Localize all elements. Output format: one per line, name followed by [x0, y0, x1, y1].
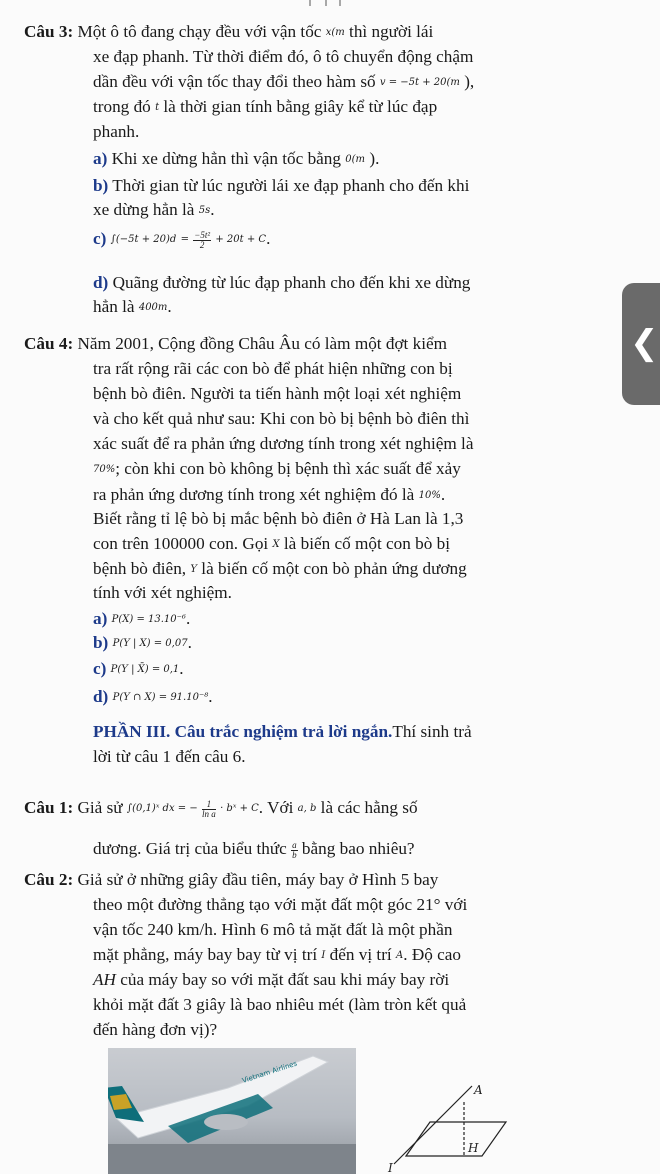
ground-plane	[406, 1122, 506, 1156]
point-h-label: H	[468, 1141, 479, 1155]
cau4-line1: Câu 4: Năm 2001, Cộng đồng Châu Âu có làm một đợt kiểm	[24, 334, 447, 353]
q2-line7: đến hàng đơn vị)?	[93, 1020, 218, 1039]
cau4-line10: bệnh bò điên, Y là biến cố một con bò phản ứng dương	[93, 559, 467, 578]
cau4-line7: ra phản ứng dương tính trong xét nghiệm đó là 10%.	[93, 485, 446, 504]
cau4-line11: tính với xét nghiệm.	[93, 583, 232, 602]
cau4-option-d: d) P(Y ∩ X) = 91.10⁻⁸.	[93, 687, 213, 706]
page-top-mark	[306, 0, 346, 6]
cau3-option-d: d) Quãng đường từ lúc đạp phanh cho đến khi xe dừng	[93, 273, 471, 292]
cau4-line5: xác suất để ra phản ứng dương tính trong xét nghiệm là	[93, 434, 474, 453]
q1-ratio-fraction: $\frac{a}{b}$	[292, 839, 297, 860]
point-a-label: A	[474, 1083, 483, 1097]
cau3-option-b-cont: xe dừng hẳn là 5s.	[93, 200, 215, 219]
cau4-line6: 70%; còn khi con bò không bị bệnh thì xác suất để xảy	[93, 459, 461, 478]
cau4-option-b: b) P(Y | X) = 0,07.	[93, 633, 192, 652]
cau4-option-a: a) P(X) = 13.10⁻⁶.	[93, 609, 191, 628]
cau3-line3: dần đều với vận tốc thay đổi theo hàm số v = −5t + 20(m ),	[93, 72, 475, 91]
q2-label: Câu 2:	[24, 870, 74, 889]
part3-heading: PHẦN III. Câu trắc nghiệm trả lời ngắn.Thí sinh trả	[93, 722, 472, 741]
cau4-line4: và cho kết quả như sau: Khi con bò bị bệnh bò điên thì	[93, 409, 470, 428]
q2-line6: khỏi mặt đất 3 giây là bao nhiêu mét (làm tròn kết quả	[93, 995, 467, 1014]
part3-line2: lời từ câu 1 đến câu 6.	[93, 747, 246, 766]
q2-line4: mặt phẳng, máy bay bay từ vị trí I đến vị trí A. Độ cao	[93, 945, 461, 964]
airplane-photo	[108, 1048, 356, 1174]
cau4-line3: bệnh bò điên. Người ta tiến hành một loại xét nghiệm	[93, 384, 462, 403]
cau3-line5: phanh.	[93, 122, 140, 141]
cau3-option-b: b) Thời gian từ lúc người lái xe đạp phanh cho đến khi	[93, 176, 470, 195]
cau3-option-c: c) ∫(−5t + 20)d = $\frac{\text{−5t²}}{2}$ + 20t + C.	[93, 229, 271, 250]
cau4-line2: tra rất rộng rãi các con bò để phát hiện những con bị	[93, 359, 453, 378]
cau4-option-c: c) P(Y | X̄) = 0,1.	[93, 659, 184, 678]
q1-line1: Câu 1: Giả sử ∫(0,1)ˣ dx = − $\frac{1}{\text{ln a}}$ · bˣ + C. Với a, b là các hằng số	[24, 798, 418, 819]
cau3-line2: xe đạp phanh. Từ thời điểm đó, ô tô chuyển động chậm	[93, 47, 474, 66]
q2-line5: AH của máy bay so với mặt đất sau khi máy bay rời	[93, 970, 450, 989]
cau3-option-a: a) Khi xe dừng hẳn thì vận tốc bằng 0(m ).	[93, 149, 380, 168]
flight-path-line	[394, 1086, 472, 1164]
q2-line3: vận tốc 240 km/h. Hình 6 mô tả mặt đất là một phần	[93, 920, 453, 939]
cau3-line4: trong đó t là thời gian tính bằng giây kể từ lúc đạp	[93, 97, 438, 116]
chevron-left-icon: ❮	[630, 323, 659, 363]
airplane-icon	[108, 1048, 356, 1174]
q2-line2: theo một đường thẳng tạo với mặt đất một góc 21° với	[93, 895, 468, 914]
flight-diagram	[380, 1060, 510, 1174]
cau3-line1: Câu 3: Một ô tô đang chạy đều với vận tốc x(m thì người lái	[24, 22, 434, 41]
q1-line2: dương. Giá trị của biểu thức $\frac{a}{b}$ bằng bao nhiêu?	[93, 839, 415, 860]
cau3-option-d-cont: hẳn là 400m.	[93, 297, 172, 316]
plane-text: Vietnam Airlines	[241, 1059, 299, 1085]
cau4-line9: con trên 100000 con. Gọi X là biến cố một con bò bị	[93, 534, 451, 553]
cau3-label: Câu 3:	[24, 22, 74, 41]
cau3-c-fraction: $\frac{\text{−5t²}}{2}$	[194, 229, 211, 250]
cau4-line8: Biết rằng tỉ lệ bò bị mắc bệnh bò điên ở Hà Lan là 1,3	[93, 509, 464, 528]
point-i-label: I	[388, 1161, 393, 1174]
q2-line1: Câu 2: Giả sử ở những giây đầu tiên, máy bay ở Hình 5 bay	[24, 870, 439, 889]
q1-fraction: $\frac{1}{\text{ln a}}$	[202, 798, 216, 819]
cau4-label: Câu 4:	[24, 334, 74, 353]
side-collapse-tab[interactable]	[622, 283, 660, 405]
q1-label: Câu 1:	[24, 798, 74, 817]
